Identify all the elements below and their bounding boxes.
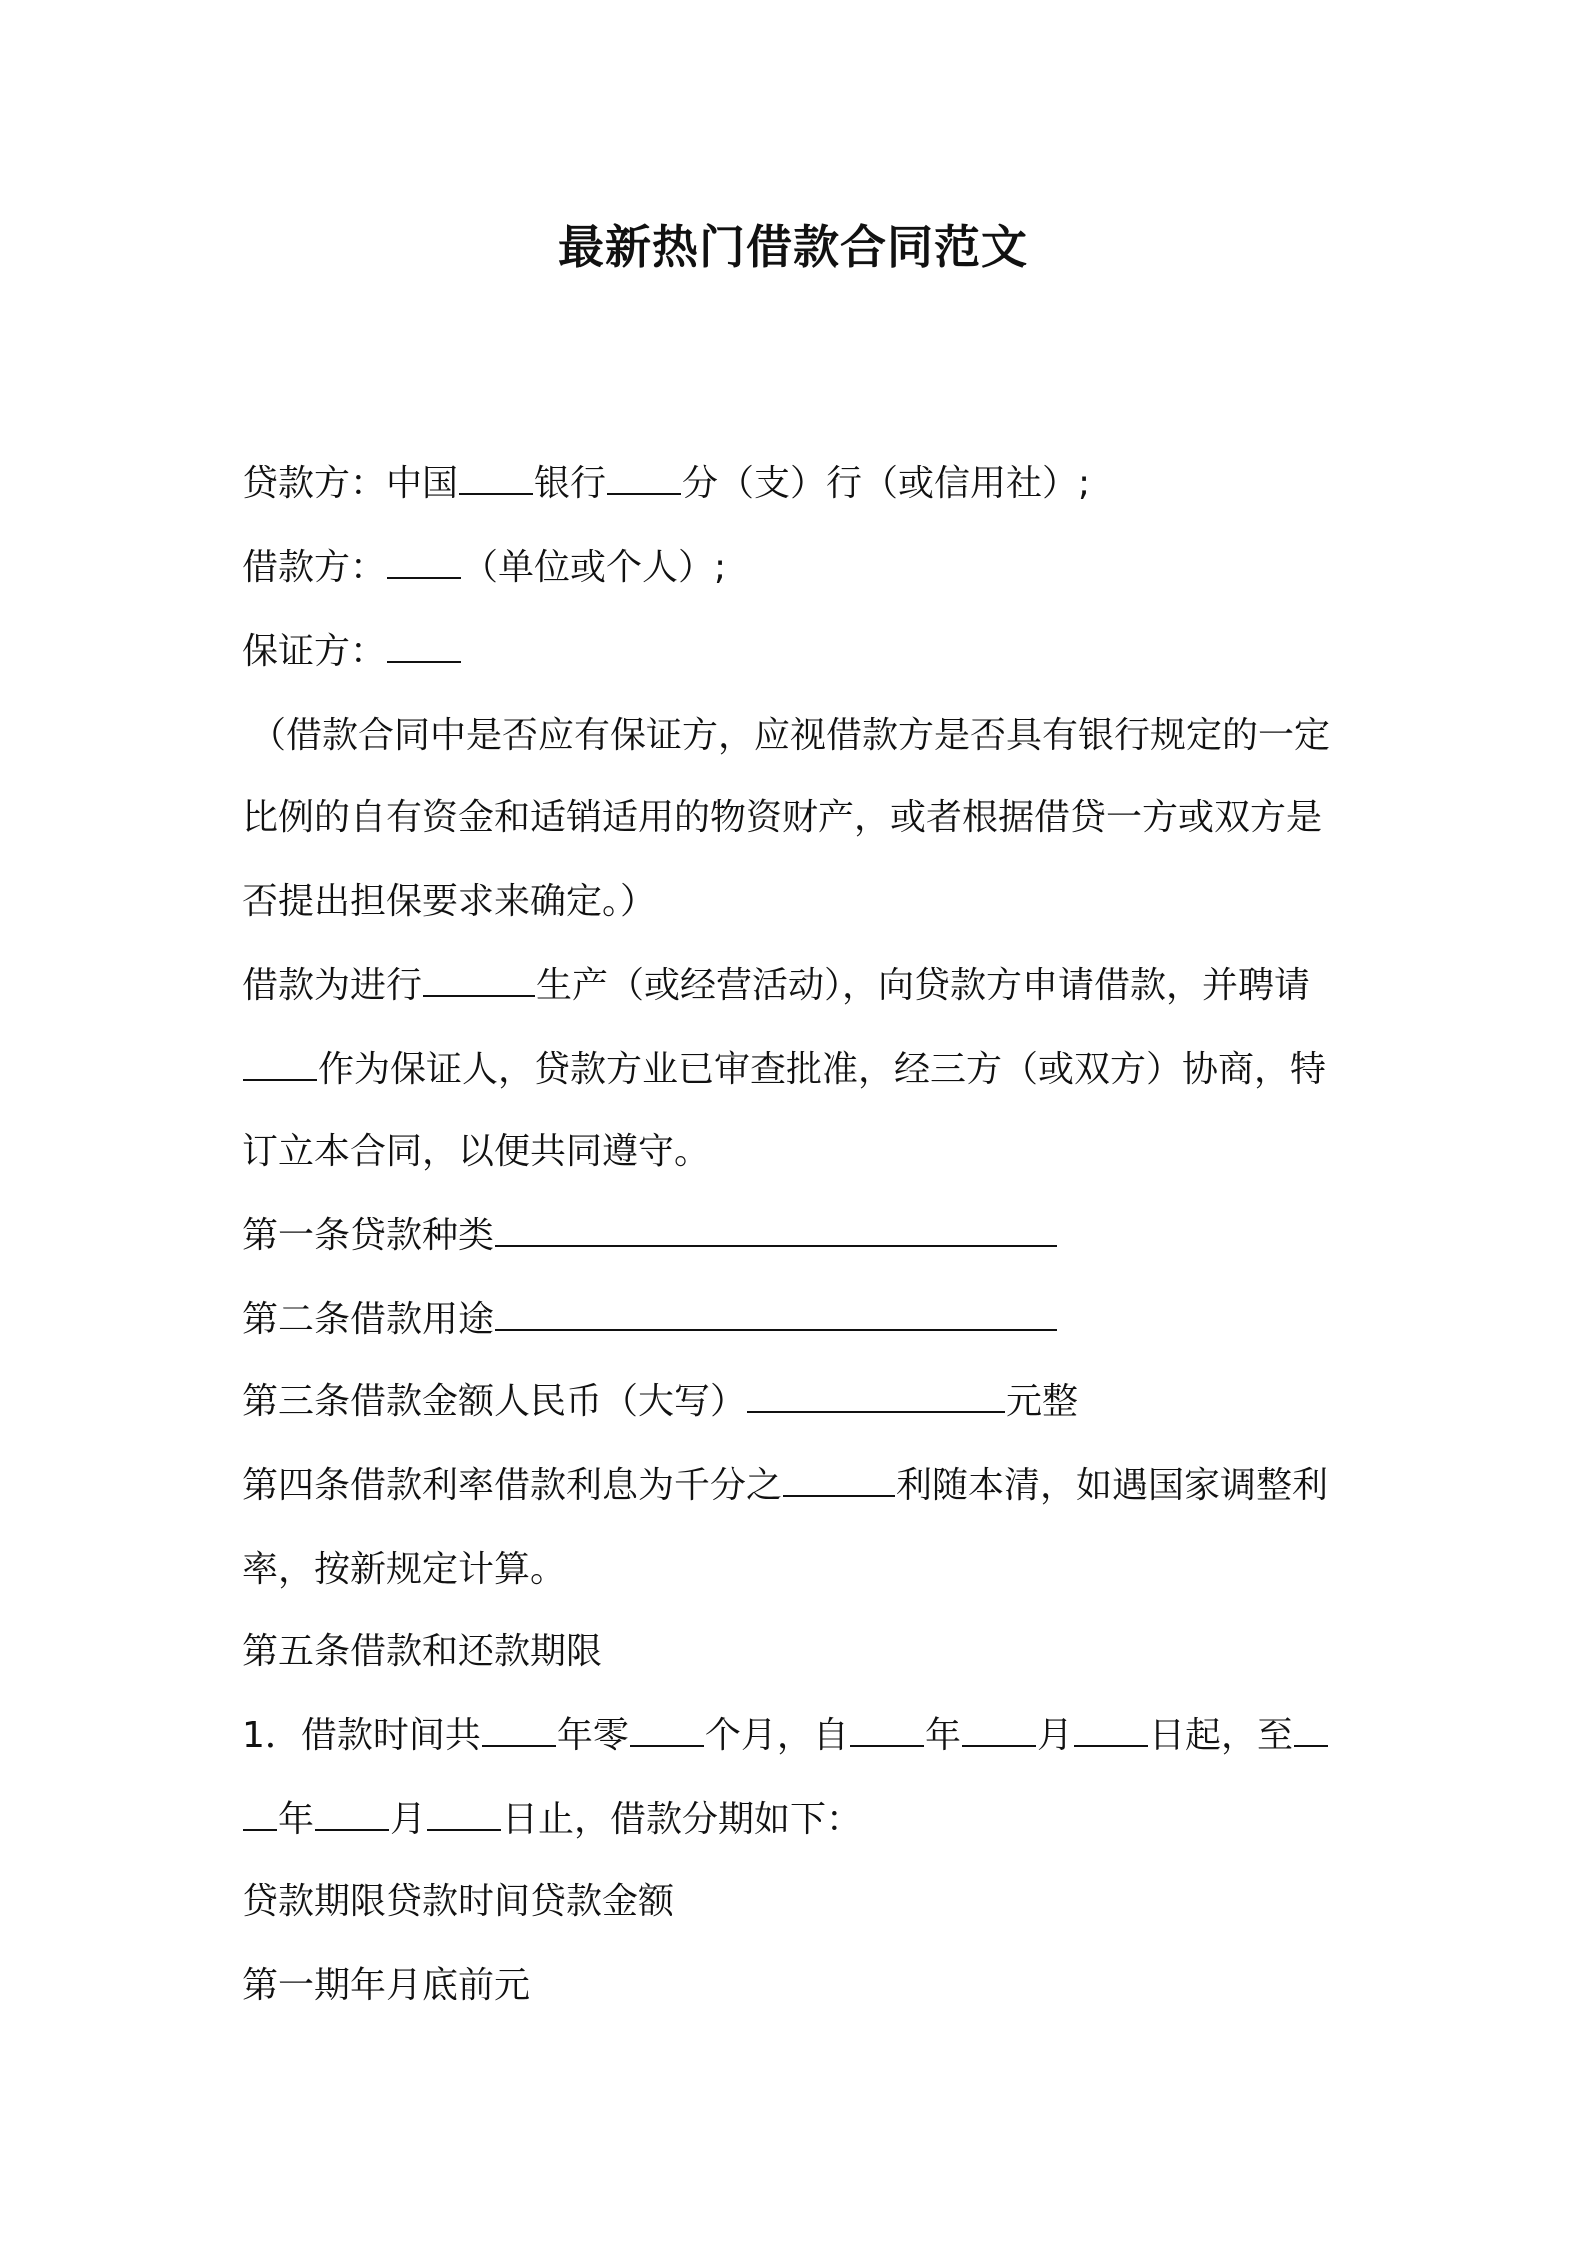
schedule-row-1: 第一期年月底前元 [242, 1965, 531, 2006]
blank-field [850, 1715, 924, 1747]
article-label: 第二条借款用途 [242, 1299, 495, 1340]
text-segment: 个月，自 [704, 1715, 849, 1756]
text-segment: 元整 [1006, 1381, 1079, 1422]
blank-field [747, 1381, 1005, 1413]
term-line-1 [242, 1708, 1329, 1764]
lender-line [242, 456, 1090, 512]
text-segment: 日起，至 [1148, 1715, 1293, 1756]
schedule-header: 贷款期限贷款时间贷款金额 [242, 1881, 675, 1922]
note-line-1: （借款合同中是否应有保证方，应视借款方是否具有银行规定的一定 [250, 715, 1331, 756]
blank-field [1294, 1715, 1328, 1747]
note-line-2: 比例的自有资金和适销适用的物资财产，或者根据借贷一方或双方是 [242, 797, 1323, 838]
borrower-line [242, 540, 726, 596]
text-segment: 利随本清，如遇国家调整利 [896, 1465, 1329, 1506]
text-segment: 年零 [556, 1715, 629, 1756]
article-label: 第三条借款金额人民币（大写） [242, 1381, 747, 1422]
text-segment: 年 [278, 1799, 315, 1840]
lender-label: 贷款方：中国 [242, 463, 459, 504]
document-title: 最新热门借款合同范文 [558, 220, 1028, 274]
article-1 [242, 1208, 1058, 1264]
text-segment: 年 [924, 1715, 961, 1756]
blank-field [962, 1715, 1036, 1747]
article-label: 第四条借款利率借款利息为千分之 [242, 1465, 783, 1506]
blank-field [495, 1299, 1057, 1331]
article-3 [242, 1374, 1078, 1430]
blank-field [243, 1049, 317, 1081]
purpose-line-1 [242, 958, 1310, 1014]
article-2 [242, 1292, 1058, 1348]
note-line-3: 否提出担保要求来确定。） [242, 881, 657, 922]
borrower-label: 借款方： [242, 547, 387, 588]
text-segment: 生产（或经营活动），向贷款方申请借款，并聘请 [536, 965, 1311, 1006]
borrower-note: （单位或个人）; [462, 547, 727, 588]
text-segment: 月 [1036, 1715, 1073, 1756]
blank-field [243, 1799, 277, 1831]
blank-field [315, 1799, 389, 1831]
blank-field [459, 463, 533, 495]
branch-label: 分（支）行（或信用社）; [682, 463, 1091, 504]
blank-field [1074, 1715, 1148, 1747]
blank-field [423, 965, 535, 997]
purpose-line-2 [242, 1042, 1326, 1098]
article-label: 第一条贷款种类 [242, 1215, 495, 1256]
article-5: 第五条借款和还款期限 [242, 1631, 603, 1672]
text-segment: 1．借款时间共 [242, 1715, 481, 1756]
guarantor-line [242, 624, 462, 680]
blank-field [495, 1215, 1057, 1247]
text-segment: 日止，借款分期如下： [502, 1799, 863, 1840]
guarantor-label: 保证方： [242, 631, 387, 672]
blank-field [607, 463, 681, 495]
blank-field [387, 631, 461, 663]
blank-field [427, 1799, 501, 1831]
term-line-2 [242, 1792, 862, 1848]
blank-field [630, 1715, 704, 1747]
article-4-line-1 [242, 1458, 1328, 1514]
blank-field [482, 1715, 556, 1747]
text-segment: 借款为进行 [242, 965, 423, 1006]
blank-field [783, 1465, 895, 1497]
bank-label: 银行 [534, 463, 607, 504]
text-segment: 月 [390, 1799, 427, 1840]
article-4-line-2: 率，按新规定计算。 [242, 1549, 567, 1590]
purpose-line-3: 订立本合同，以便共同遵守。 [242, 1131, 711, 1172]
text-segment: 作为保证人，贷款方业已审查批准，经三方（或双方）协商，特 [318, 1049, 1327, 1090]
blank-field [387, 547, 461, 579]
